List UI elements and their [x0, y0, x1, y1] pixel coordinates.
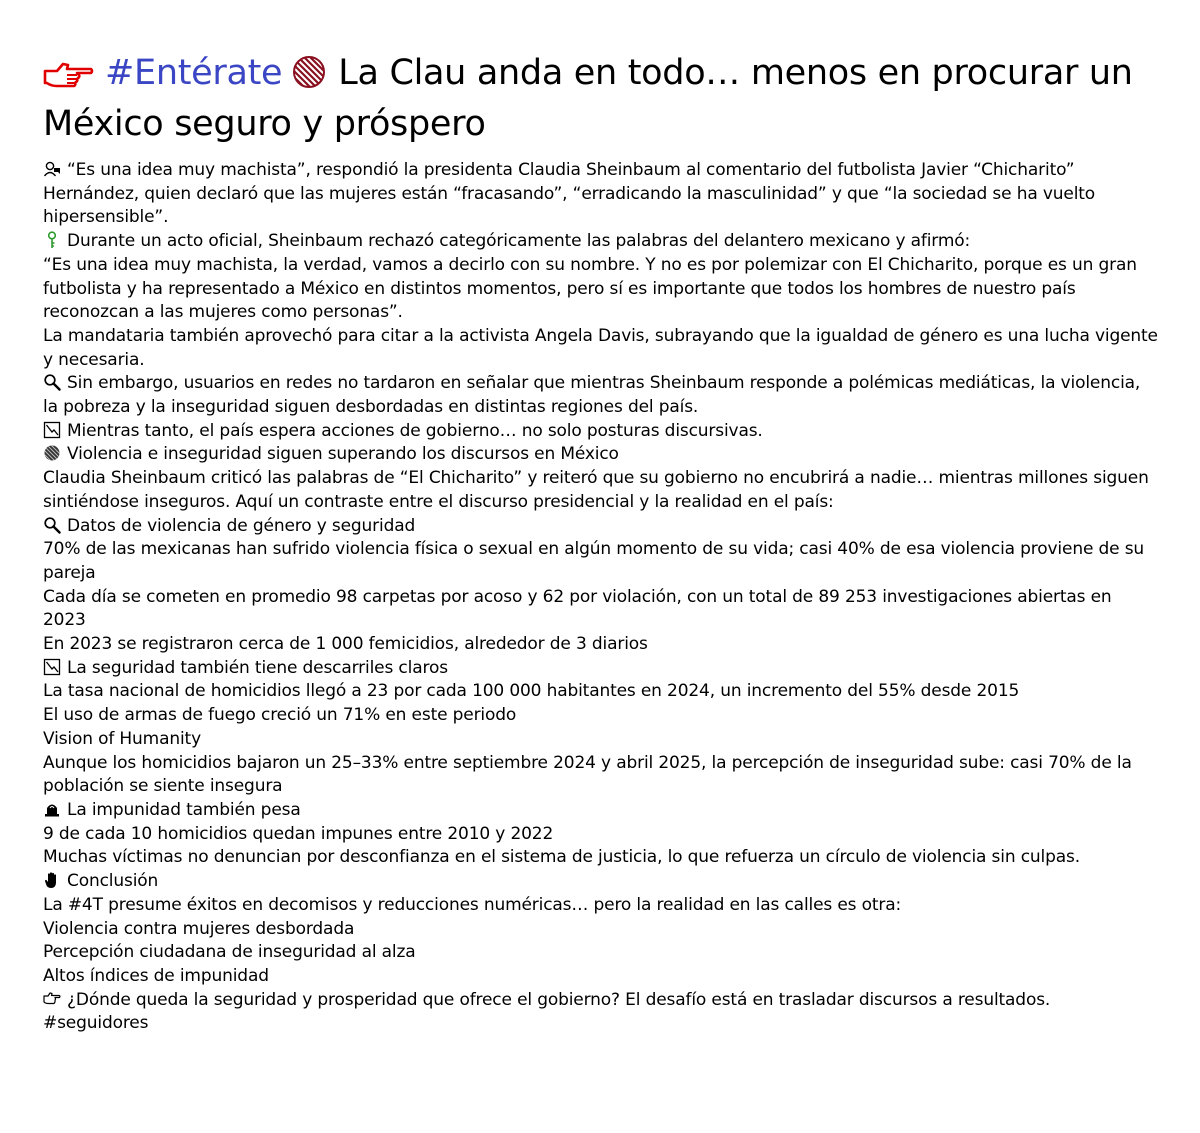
police-light-icon	[43, 800, 61, 818]
title-hashtag[interactable]: #Entérate	[105, 53, 283, 93]
key-icon	[43, 231, 61, 249]
body-line-text: ¿Dónde queda la seguridad y prosperidad que ofrece el gobierno? El desafío está en trasladar discursos a resultados.	[67, 989, 1051, 1010]
body-line	[43, 420, 1158, 444]
post-body	[43, 159, 1158, 1036]
body-line-text: Violencia e inseguridad siguen superando los discursos en México	[67, 444, 619, 465]
body-line	[43, 586, 1158, 633]
body-line	[43, 918, 1158, 942]
body-line-text: 70% de las mexicanas han sufrido violencia física o sexual en algún momento de su vida; casi 40% de esa violencia proviene de su pareja	[43, 539, 1145, 583]
body-line-text: Cada día se cometen en promedio 98 carpetas por acoso y 62 por violación, con un total de 89 253 investigaciones abiertas en 2023	[43, 586, 1112, 631]
body-line	[43, 752, 1158, 799]
body-line	[43, 254, 1158, 325]
chart-decreasing-icon	[43, 658, 61, 676]
magnifier-icon	[43, 373, 61, 391]
body-line-text: “Es una idea muy machista, la verdad, vamos a decirlo con su nombre. Y no es por polemizar con El Chicharito, porque es un gran futbolista y ha representado a México en distintos momentos, pero sí es importante que todos los hombres de nuestro país reconozcan a las mujeres como personas”.	[43, 254, 1137, 323]
body-line	[43, 704, 1158, 728]
body-line-text: Mientras tanto, el país espera acciones de gobierno… no solo posturas discursivas.	[67, 420, 763, 441]
body-line-text: Claudia Sheinbaum criticó las palabras de “El Chicharito” y reiteró que su gobierno no encubrirá a nadie… mientras millones siguen sintiéndose inseguros. Aquí un contraste entre el discurso presidencial y la realidad en el país:	[43, 468, 1149, 512]
red-circle-icon	[292, 55, 326, 101]
body-line	[43, 657, 1158, 681]
body-line-text: Vision of Humanity	[43, 728, 201, 749]
person-icon	[43, 160, 61, 178]
pointing-hand-icon	[43, 990, 61, 1008]
body-line	[43, 799, 1158, 823]
body-line-text: #seguidores	[43, 1013, 149, 1034]
body-line	[43, 515, 1158, 539]
body-line	[43, 443, 1158, 467]
body-line	[43, 538, 1158, 585]
body-line	[43, 159, 1158, 230]
pointing-hand-icon	[43, 55, 95, 101]
body-line	[43, 467, 1158, 514]
body-line	[43, 1012, 1158, 1036]
body-line	[43, 633, 1158, 657]
body-line-text: Aunque los homicidios bajaron un 25–33% entre septiembre 2024 y abril 2025, la percepción de inseguridad sube: casi 70% de la población se siente insegura	[43, 752, 1132, 797]
magnifier-icon	[43, 516, 61, 534]
post-title	[43, 50, 1158, 147]
body-line	[43, 230, 1158, 254]
body-line-text: Conclusión	[67, 871, 159, 892]
body-line-text: Muchas víctimas no denuncian por desconfianza en el sistema de justicia, lo que refuerza un círculo de violencia sin culpas.	[43, 847, 1080, 868]
body-line-text: Datos de violencia de género y seguridad	[67, 515, 416, 536]
body-line	[43, 372, 1158, 419]
body-line-text: “Es una idea muy machista”, respondió la presidenta Claudia Sheinbaum al comentario del futbolista Javier “Chicharito” Hernández, quien declaró que las mujeres están “fracasando”, “erradicando la masculinidad” y que “la sociedad se ha vuelto hipersensible”.	[43, 160, 1096, 228]
body-line-text: El uso de armas de fuego creció un 71% en este periodo	[43, 705, 517, 726]
body-line	[43, 941, 1158, 965]
body-line	[43, 989, 1158, 1013]
body-line-text: Violencia contra mujeres desbordada	[43, 918, 355, 939]
body-line	[43, 325, 1158, 372]
dark-circle-icon	[43, 444, 61, 462]
body-line-text: La mandataria también aprovechó para citar a la activista Angela Davis, subrayando que la igualdad de género es una lucha vigente y necesaria.	[43, 325, 1158, 370]
raised-hand-icon	[43, 871, 61, 889]
body-line-text: La tasa nacional de homicidios llegó a 23 por cada 100 000 habitantes en 2024, un incremento del 55% desde 2015	[43, 681, 1020, 702]
body-line	[43, 894, 1158, 918]
body-line	[43, 728, 1158, 752]
body-line-text: La #4T presume éxitos en decomisos y reducciones numéricas… pero la realidad en las calles es otra:	[43, 894, 902, 915]
body-line-text: La impunidad también pesa	[67, 799, 301, 820]
body-line	[43, 823, 1158, 847]
body-line-text: En 2023 se registraron cerca de 1 000 femicidios, alrededor de 3 diarios	[43, 634, 648, 655]
post	[43, 50, 1158, 1036]
body-line	[43, 846, 1158, 870]
body-line-text: Altos índices de impunidad	[43, 965, 269, 986]
body-line-text: La seguridad también tiene descarriles claros	[67, 657, 448, 678]
body-line-text: Percepción ciudadana de inseguridad al alza	[43, 942, 416, 963]
body-line	[43, 965, 1158, 989]
body-line-text: Sin embargo, usuarios en redes no tardaron en señalar que mientras Sheinbaum responde a polémicas mediáticas, la violencia, la pobreza y la inseguridad siguen desbordadas en distintas regiones del país.	[43, 373, 1141, 418]
body-line	[43, 680, 1158, 704]
body-line	[43, 870, 1158, 894]
title-text: La Clau anda en todo… menos en procurar un México seguro y próspero	[43, 53, 1133, 144]
body-line-text: 9 de cada 10 homicidios quedan impunes entre 2010 y 2022	[43, 823, 554, 844]
chart-decreasing-icon	[43, 421, 61, 439]
body-line-text: Durante un acto oficial, Sheinbaum rechazó categóricamente las palabras del delantero mexicano y afirmó:	[67, 231, 971, 252]
